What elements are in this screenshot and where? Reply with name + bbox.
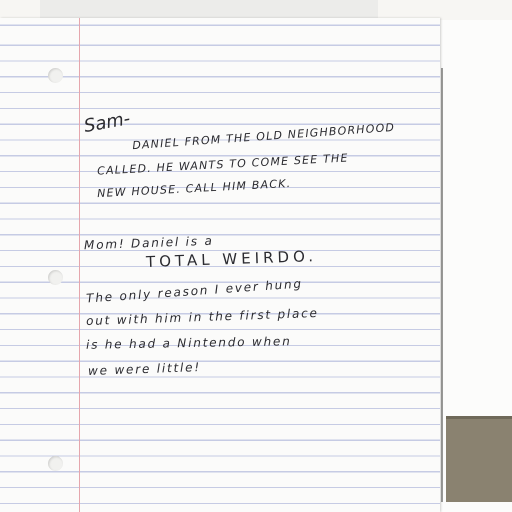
corner-swatch-edge bbox=[446, 416, 512, 419]
table-edge-line bbox=[441, 68, 443, 502]
sheet-beneath bbox=[40, 0, 378, 20]
note-line-1: DANIEL FROM THE OLD NEIGHBORHOOD bbox=[131, 120, 396, 153]
note-line-3: NEW HOUSE. CALL HIM BACK. bbox=[96, 176, 292, 201]
punch-hole-bottom bbox=[48, 456, 63, 471]
reply-line-4: out with him in the first place bbox=[85, 305, 319, 329]
reply-line-1: Mom! Daniel is a bbox=[83, 233, 214, 253]
note-line-2: CALLED. HE WANTS TO COME SEE THE bbox=[96, 151, 349, 178]
reply-line-3: The only reason I ever hung bbox=[85, 276, 304, 306]
note-salutation: Sam- bbox=[82, 108, 132, 137]
reply-line-6: we were little! bbox=[87, 360, 202, 378]
reply-line-2: TOTAL WEIRDO. bbox=[145, 247, 318, 271]
reply-line-5: is he had a Nintendo when bbox=[85, 334, 292, 352]
notebook-page bbox=[0, 18, 440, 512]
corner-swatch bbox=[446, 416, 512, 502]
margin-line bbox=[79, 18, 80, 512]
punch-hole-top bbox=[48, 68, 63, 83]
punch-hole-middle bbox=[48, 270, 63, 285]
